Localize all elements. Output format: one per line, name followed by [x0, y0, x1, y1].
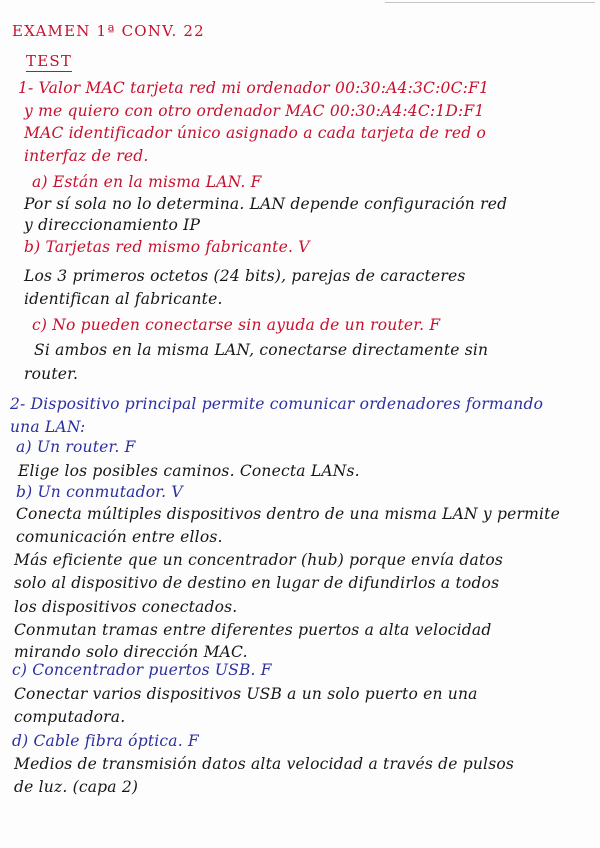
- q2-option-a-note-1: Elige los posibles caminos. Conecta LANs.: [18, 462, 360, 480]
- q1-stem-line-1: 1- Valor MAC tarjeta red mi ordenador 00:30:A4:3C:0C:F1: [18, 79, 490, 97]
- q2-option-d: d) Cable fibra óptica. F: [12, 732, 199, 750]
- q2-option-b-note-2: comunicación entre ellos.: [16, 528, 223, 546]
- q1-option-b: b) Tarjetas red mismo fabricante. V: [24, 238, 310, 256]
- q1-option-a: a) Están en la misma LAN. F: [32, 173, 262, 191]
- q1-stem-line-3: MAC identificador único asignado a cada tarjeta de red o: [24, 124, 487, 142]
- q2-option-b-note-1: Conecta múltiples dispositivos dentro de una misma LAN y permite: [16, 505, 560, 523]
- q1-option-b-note-2: identifican al fabricante.: [24, 290, 223, 308]
- q1-stem-line-4: interfaz de red.: [24, 147, 149, 165]
- q2-option-a: a) Un router. F: [16, 438, 136, 456]
- page-top-edge: [385, 2, 595, 3]
- q1-stem-line-2: y me quiero con otro ordenador MAC 00:30:A4:4C:1D:F1: [24, 102, 485, 120]
- q1-option-b-note-1: Los 3 primeros octetos (24 bits), parejas de caracteres: [24, 267, 466, 285]
- q2-option-c-note-2: computadora.: [14, 708, 126, 726]
- q1-option-c: c) No pueden conectarse sin ayuda de un router. F: [32, 316, 441, 334]
- section-title: TEST: [26, 52, 73, 70]
- q1-option-c-note-1: Si ambos en la misma LAN, conectarse directamente sin: [34, 341, 489, 359]
- q1-option-a-note-1: Por sí sola no lo determina. LAN depende configuración red: [24, 195, 508, 213]
- q2-option-b-note-4: solo al dispositivo de destino en lugar de difundirlos a todos: [14, 574, 500, 592]
- q2-option-b-note-6: Conmutan tramas entre diferentes puertos a alta velocidad: [14, 621, 492, 639]
- q2-option-b: b) Un conmutador. V: [16, 483, 183, 501]
- q2-option-d-note-2: de luz. (capa 2): [14, 778, 139, 796]
- q1-option-a-note-2: y direccionamiento IP: [24, 216, 201, 234]
- q2-option-b-note-3: Más eficiente que un concentrador (hub) porque envía datos: [14, 551, 504, 569]
- q2-option-b-note-5: los dispositivos conectados.: [14, 598, 238, 616]
- q2-stem-line-1: 2- Dispositivo principal permite comunicar ordenadores formando: [10, 395, 544, 413]
- q2-option-c: c) Concentrador puertos USB. F: [12, 661, 272, 679]
- q2-option-b-note-7: mirando solo dirección MAC.: [14, 643, 248, 661]
- exam-header: EXAMEN 1ª CONV. 22: [12, 22, 205, 40]
- q1-option-c-note-2: router.: [24, 365, 79, 383]
- q2-option-d-note-1: Medios de transmisión datos alta velocidad a través de pulsos: [14, 755, 515, 773]
- q2-stem-line-2: una LAN:: [10, 418, 86, 436]
- q2-option-c-note-1: Conectar varios dispositivos USB a un solo puerto en una: [14, 685, 478, 703]
